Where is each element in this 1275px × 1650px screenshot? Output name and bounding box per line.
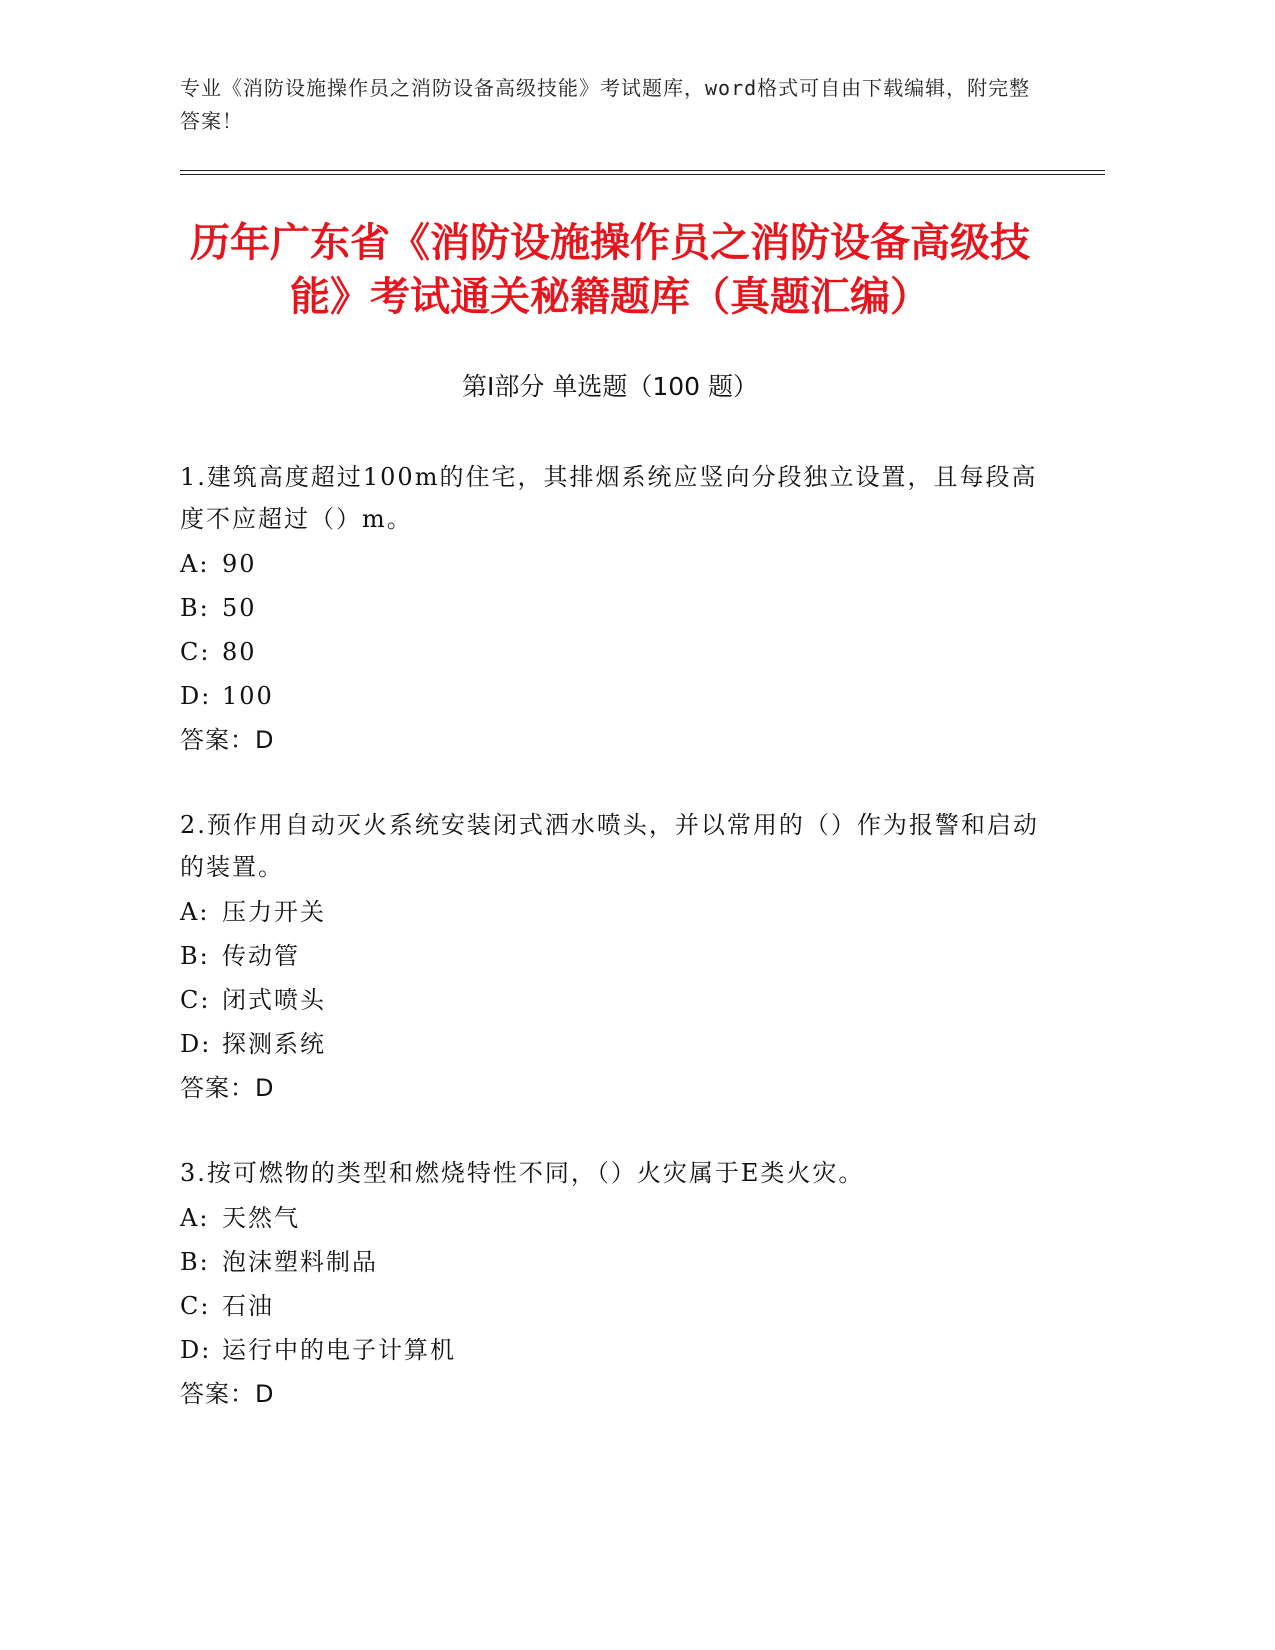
header-divider-bottom <box>180 174 1105 175</box>
option-c <box>180 978 1040 1022</box>
option-letter: D: <box>180 1336 212 1364</box>
option-b <box>180 934 1040 978</box>
option-a <box>180 542 1040 586</box>
section-heading: 第Ⅰ部分 单选题（100 题） <box>462 372 758 401</box>
question-3 <box>180 1152 1040 1416</box>
option-text: 闭式喷头 <box>222 986 326 1014</box>
option-letter: B: <box>180 1248 210 1276</box>
question-1 <box>180 456 1040 762</box>
option-letter: C: <box>180 1292 211 1320</box>
option-text: 90 <box>222 550 257 578</box>
question-2 <box>180 804 1040 1110</box>
question-stem: 1.建筑高度超过100m的住宅，其排烟系统应竖向分段独立设置，且每段高度不应超过（）m。 <box>180 463 1038 533</box>
option-b <box>180 586 1040 630</box>
question-stem: 3.按可燃物的类型和燃烧特性不同，（）火灾属于E类火灾。 <box>180 1159 865 1187</box>
option-text: 传动管 <box>222 942 300 970</box>
option-d <box>180 674 1040 718</box>
option-c <box>180 630 1040 674</box>
option-d <box>180 1022 1040 1066</box>
option-text: 石油 <box>222 1292 274 1320</box>
header-note: 专业《消防设施操作员之消防设备高级技能》考试题库，word格式可自由下载编辑，附完整答案！ <box>180 76 1031 133</box>
question-stem: 2.预作用自动灭火系统安装闭式洒水喷头，并以常用的（）作为报警和启动的装置。 <box>180 811 1039 881</box>
option-letter: D: <box>180 682 212 710</box>
option-b <box>180 1240 1040 1284</box>
option-d <box>180 1328 1040 1372</box>
option-letter: B: <box>180 594 210 622</box>
option-letter: A: <box>180 550 210 578</box>
option-c <box>180 1284 1040 1328</box>
option-letter: A: <box>180 898 210 926</box>
option-letter: D: <box>180 1030 212 1058</box>
option-text: 天然气 <box>222 1204 300 1232</box>
option-text: 探测系统 <box>222 1030 326 1058</box>
option-letter: C: <box>180 986 211 1014</box>
option-text: 压力开关 <box>222 898 326 926</box>
option-text: 50 <box>222 594 257 622</box>
header-divider-top <box>180 170 1105 171</box>
document-title: 历年广东省《消防设施操作员之消防设备高级技能》考试通关秘籍题库（真题汇编） <box>190 220 1030 320</box>
option-letter: A: <box>180 1204 210 1232</box>
answer-line: 答案：D <box>180 1380 275 1408</box>
option-letter: C: <box>180 638 211 666</box>
option-text: 80 <box>222 638 257 666</box>
answer-line: 答案：D <box>180 1074 275 1102</box>
option-a <box>180 890 1040 934</box>
answer-line: 答案：D <box>180 726 275 754</box>
option-text: 运行中的电子计算机 <box>222 1336 456 1364</box>
option-text: 100 <box>222 682 274 710</box>
option-a <box>180 1196 1040 1240</box>
option-text: 泡沫塑料制品 <box>222 1248 378 1276</box>
option-letter: B: <box>180 942 210 970</box>
